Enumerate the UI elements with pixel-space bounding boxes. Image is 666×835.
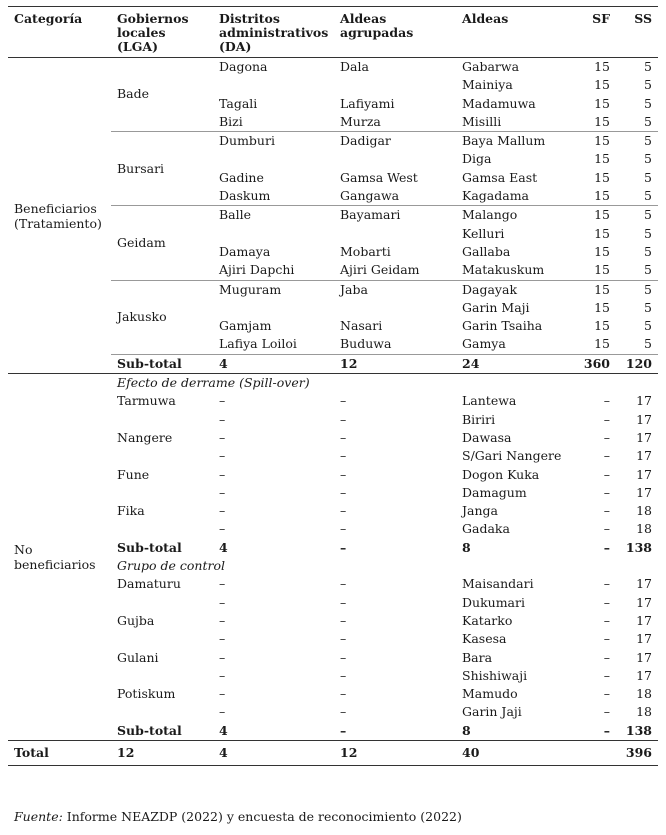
da-cell: Lafiya Loiloi <box>219 336 297 352</box>
subtotal-ss: 138 <box>625 539 652 555</box>
aldea-agrupada-cell: Gangawa <box>340 188 400 204</box>
total-label: Total <box>8 740 111 765</box>
da-cell: – <box>219 686 226 702</box>
da-cell: Daskum <box>219 188 271 204</box>
aldea-agrupada-cell: Ajiri Geidam <box>340 262 420 278</box>
lga-name: Gulani <box>117 649 159 665</box>
da-cell: Balle <box>213 206 334 225</box>
aldea-cell: Dawasa <box>462 429 512 445</box>
aldea-cell: Garin Tsaiha <box>462 318 543 334</box>
ss-cell: 17 <box>636 448 652 464</box>
sf-cell: 15 <box>566 206 616 225</box>
aldea-agrupada-cell: Nasari <box>340 318 383 334</box>
sf-cell: – <box>603 631 610 647</box>
aldea-agrupada-cell: Bayamari <box>334 206 456 225</box>
ss-cell: 5 <box>644 95 652 111</box>
da-cell: – <box>219 448 226 464</box>
sf-cell: 15 <box>594 336 610 352</box>
aldea-cell: Dogon Kuka <box>462 466 540 482</box>
da-cell: – <box>219 484 226 500</box>
ss-cell: 5 <box>644 113 652 129</box>
header-categoria: Categoría <box>8 7 111 58</box>
aldea-cell: Garin Jaji <box>462 704 522 720</box>
aldea-cell: Baya Mallum <box>456 132 566 151</box>
sf-cell: 15 <box>566 58 616 77</box>
sf-cell: 15 <box>594 318 610 334</box>
lga-name: Nangere <box>117 429 173 445</box>
subtotal-sf: 360 <box>566 354 616 373</box>
aldea-cell: Gadaka <box>462 521 510 537</box>
aldea-agrupada-cell: – <box>340 466 347 482</box>
ss-cell: 17 <box>636 576 652 592</box>
aldea-cell: Madamuwa <box>462 95 536 111</box>
aldea-cell: Mamudo <box>462 686 518 702</box>
aldea-agrupada-cell: – <box>340 429 347 445</box>
subtotal-da: 4 <box>219 539 228 555</box>
ss-cell: 5 <box>616 58 658 77</box>
da-cell <box>213 225 334 243</box>
da-cell: Ajiri Dapchi <box>219 262 295 278</box>
da-cell: – <box>219 429 226 445</box>
aldea-agrupada-cell: Dadigar <box>334 132 456 151</box>
subtotal-agrupadas: – <box>340 722 347 738</box>
da-cell: – <box>219 612 226 628</box>
ss-cell: 5 <box>644 318 652 334</box>
ss-cell: 17 <box>636 411 652 427</box>
sf-cell: 15 <box>594 113 610 129</box>
category-no-beneficiarios: No beneficiarios <box>8 374 111 741</box>
lga-name <box>111 484 213 502</box>
subtotal-aldeas: 8 <box>462 539 471 555</box>
header-sf: SF <box>566 7 616 58</box>
ss-cell: 5 <box>644 151 652 167</box>
aldea-agrupada-cell <box>334 299 456 317</box>
lga-name: Fika <box>117 503 145 519</box>
ss-cell: 17 <box>636 612 652 628</box>
aldea-agrupada-cell: – <box>340 612 347 628</box>
header-ss: SS <box>616 7 658 58</box>
da-cell: Gamjam <box>219 318 272 334</box>
total-agrupadas: 12 <box>334 740 456 765</box>
da-cell: Muguram <box>213 280 334 299</box>
sf-cell: – <box>603 448 610 464</box>
da-cell: – <box>219 667 226 683</box>
da-cell: – <box>219 576 226 592</box>
aldea-cell: Bara <box>462 649 493 665</box>
lga-name: Fune <box>117 466 150 482</box>
aldea-cell: Dukumari <box>462 594 525 610</box>
ss-cell: 17 <box>636 594 652 610</box>
ss-cell: 5 <box>644 169 652 185</box>
ss-cell: 18 <box>636 503 652 519</box>
lga-name: Tarmuwa <box>117 393 176 409</box>
table-row <box>8 58 658 77</box>
sf-cell: 15 <box>594 77 610 93</box>
aldea-cell: Maisandari <box>462 576 534 592</box>
ss-cell: 5 <box>644 299 652 315</box>
aldea-cell: Kagadama <box>462 188 530 204</box>
aldea-agrupada-cell: Murza <box>340 113 381 129</box>
sf-cell: – <box>603 704 610 720</box>
lga-name: Potiskum <box>117 686 176 702</box>
total-da: 4 <box>213 740 334 765</box>
aldea-agrupada-cell: – <box>340 704 347 720</box>
da-cell: – <box>219 466 226 482</box>
ss-cell: 5 <box>644 225 652 241</box>
aldea-cell: Malango <box>456 206 566 225</box>
subtotal-ss: 138 <box>625 722 652 738</box>
lga-name <box>111 447 213 465</box>
ss-cell: 17 <box>636 484 652 500</box>
da-cell: Tagali <box>219 95 258 111</box>
lga-name: Damaturu <box>117 576 181 592</box>
aldea-agrupada-cell: – <box>340 521 347 537</box>
sf-cell: 15 <box>594 225 610 241</box>
aldea-agrupada-cell: – <box>340 631 347 647</box>
total-sf <box>566 740 616 765</box>
aldea-cell: Gallaba <box>462 243 511 259</box>
subtotal-label: Sub-total <box>117 539 182 555</box>
ss-cell: 5 <box>616 132 658 151</box>
lga-name <box>111 594 213 612</box>
aldea-agrupada-cell: – <box>340 594 347 610</box>
source-text: Informe NEAZDP (2022) y encuesta de reconocimiento (2022) <box>62 809 462 824</box>
ss-cell: 5 <box>644 77 652 93</box>
total-lga: 12 <box>111 740 213 765</box>
total-ss: 396 <box>616 740 658 765</box>
da-cell: Dumburi <box>213 132 334 151</box>
ss-cell: 17 <box>636 466 652 482</box>
total-row <box>8 740 658 765</box>
ss-cell: 5 <box>644 188 652 204</box>
category-beneficiarios: Beneficiarios (Tratamiento) <box>8 58 111 374</box>
header-agrupadas: Aldeas agrupadas <box>334 7 456 58</box>
subgroup-title: Grupo de control <box>117 558 225 574</box>
subtotal-da: 4 <box>219 722 228 738</box>
sf-cell: – <box>603 411 610 427</box>
ss-cell: 17 <box>636 649 652 665</box>
aldea-cell: Gamya <box>462 336 506 352</box>
aldea-agrupada-cell: Mobarti <box>340 243 391 259</box>
subtotal-ss: 120 <box>616 354 658 373</box>
aldea-cell: Misilli <box>462 113 502 129</box>
lga-name <box>111 667 213 685</box>
aldea-cell: Katarko <box>462 612 513 628</box>
villages-table <box>8 6 658 766</box>
aldea-cell: Garin Maji <box>462 299 530 315</box>
sf-cell: 15 <box>594 95 610 111</box>
lga-name: Gujba <box>117 612 155 628</box>
lga-name <box>111 520 213 538</box>
ss-cell: 18 <box>636 704 652 720</box>
lga-name <box>111 630 213 648</box>
aldea-agrupada-cell: – <box>340 503 347 519</box>
ss-cell: 5 <box>644 336 652 352</box>
subtotal-label: Sub-total <box>111 354 213 373</box>
da-cell: – <box>219 411 226 427</box>
sf-cell: 15 <box>594 169 610 185</box>
header-da: Distritos administrativos (DA) <box>213 7 334 58</box>
aldea-agrupada-cell: Jaba <box>334 280 456 299</box>
sf-cell: – <box>603 594 610 610</box>
aldea-agrupada-cell: – <box>340 448 347 464</box>
lga-name: Geidam <box>111 206 213 280</box>
aldea-cell: Mainiya <box>462 77 513 93</box>
sf-cell: 15 <box>594 299 610 315</box>
da-cell: – <box>219 649 226 665</box>
da-cell: Gadine <box>219 169 264 185</box>
aldea-agrupada-cell <box>334 150 456 168</box>
da-cell: – <box>219 594 226 610</box>
sf-cell: – <box>603 612 610 628</box>
da-cell: Dagona <box>213 58 334 77</box>
aldea-agrupada-cell: – <box>340 576 347 592</box>
table-source-note <box>14 809 462 824</box>
aldea-cell: Matakuskum <box>462 262 545 278</box>
aldea-agrupada-cell <box>334 76 456 94</box>
aldea-cell: Gamsa East <box>462 169 538 185</box>
sf-cell: – <box>603 503 610 519</box>
total-aldeas: 40 <box>456 740 566 765</box>
da-cell <box>213 150 334 168</box>
aldea-agrupada-cell: – <box>340 686 347 702</box>
aldea-cell: Lantewa <box>462 393 517 409</box>
sf-cell: 15 <box>594 262 610 278</box>
sf-cell: – <box>603 393 610 409</box>
header-aldeas: Aldeas <box>456 7 566 58</box>
lga-name: Bade <box>111 58 213 132</box>
header-row <box>8 7 658 58</box>
aldea-cell: Biriri <box>462 411 496 427</box>
subgroup-title: Efecto de derrame (Spill-over) <box>111 374 658 393</box>
subtotal-sf: – <box>603 539 610 555</box>
ss-cell: 17 <box>636 429 652 445</box>
da-cell <box>213 76 334 94</box>
da-cell: – <box>219 393 226 409</box>
lga-name: Jakusko <box>111 280 213 354</box>
da-cell: – <box>219 704 226 720</box>
aldea-agrupada-cell: Dala <box>334 58 456 77</box>
ss-cell: 18 <box>636 521 652 537</box>
subgroup-title-row <box>8 374 658 393</box>
subtotal-agrupadas: – <box>340 539 347 555</box>
aldea-agrupada-cell: – <box>340 484 347 500</box>
sf-cell: 15 <box>566 132 616 151</box>
ss-cell: 17 <box>636 667 652 683</box>
sf-cell: – <box>603 576 610 592</box>
da-cell <box>213 299 334 317</box>
aldea-cell: Shishiwaji <box>462 667 528 683</box>
sf-cell: – <box>603 429 610 445</box>
aldea-agrupada-cell: – <box>340 393 347 409</box>
sf-cell: – <box>603 667 610 683</box>
sf-cell: 15 <box>566 280 616 299</box>
aldea-agrupada-cell: – <box>340 649 347 665</box>
ss-cell: 5 <box>644 243 652 259</box>
subtotal-aldeas: 24 <box>456 354 566 373</box>
aldea-cell: Kelluri <box>462 225 505 241</box>
sf-cell: 15 <box>594 188 610 204</box>
aldea-cell: Diga <box>462 151 492 167</box>
sf-cell: – <box>603 484 610 500</box>
da-cell: Bizi <box>219 113 243 129</box>
aldea-cell: Gabarwa <box>456 58 566 77</box>
aldea-cell: Dagayak <box>456 280 566 299</box>
aldea-cell: Damagum <box>462 484 527 500</box>
aldea-agrupada-cell <box>334 225 456 243</box>
aldea-agrupada-cell: – <box>340 411 347 427</box>
aldea-cell: Kasesa <box>462 631 507 647</box>
lga-name <box>111 703 213 721</box>
da-cell: Damaya <box>219 243 271 259</box>
ss-cell: 17 <box>636 631 652 647</box>
aldea-agrupada-cell: – <box>340 667 347 683</box>
subtotal-agrupadas: 12 <box>334 354 456 373</box>
sf-cell: 15 <box>594 151 610 167</box>
ss-cell: 5 <box>616 206 658 225</box>
aldea-agrupada-cell: Gamsa West <box>340 169 418 185</box>
aldea-cell: Janga <box>462 503 498 519</box>
ss-cell: 5 <box>644 262 652 278</box>
sf-cell: – <box>603 649 610 665</box>
aldea-cell: S/Gari Nangere <box>462 448 562 464</box>
ss-cell: 18 <box>636 686 652 702</box>
subtotal-sf: – <box>603 722 610 738</box>
sf-cell: – <box>603 521 610 537</box>
lga-name <box>111 411 213 429</box>
subtotal-label: Sub-total <box>117 722 182 738</box>
sf-cell: – <box>603 466 610 482</box>
da-cell: – <box>219 631 226 647</box>
source-label: Fuente: <box>14 809 63 824</box>
ss-cell: 17 <box>636 393 652 409</box>
ss-cell: 5 <box>616 280 658 299</box>
sf-cell: – <box>603 686 610 702</box>
da-cell: – <box>219 521 226 537</box>
da-cell: – <box>219 503 226 519</box>
header-lga: Gobiernos locales (LGA) <box>111 7 213 58</box>
subtotal-da: 4 <box>213 354 334 373</box>
aldea-agrupada-cell: Lafiyami <box>340 95 395 111</box>
aldea-agrupada-cell: Buduwa <box>340 336 392 352</box>
sf-cell: 15 <box>594 243 610 259</box>
subtotal-aldeas: 8 <box>462 722 471 738</box>
lga-name: Bursari <box>111 132 213 206</box>
